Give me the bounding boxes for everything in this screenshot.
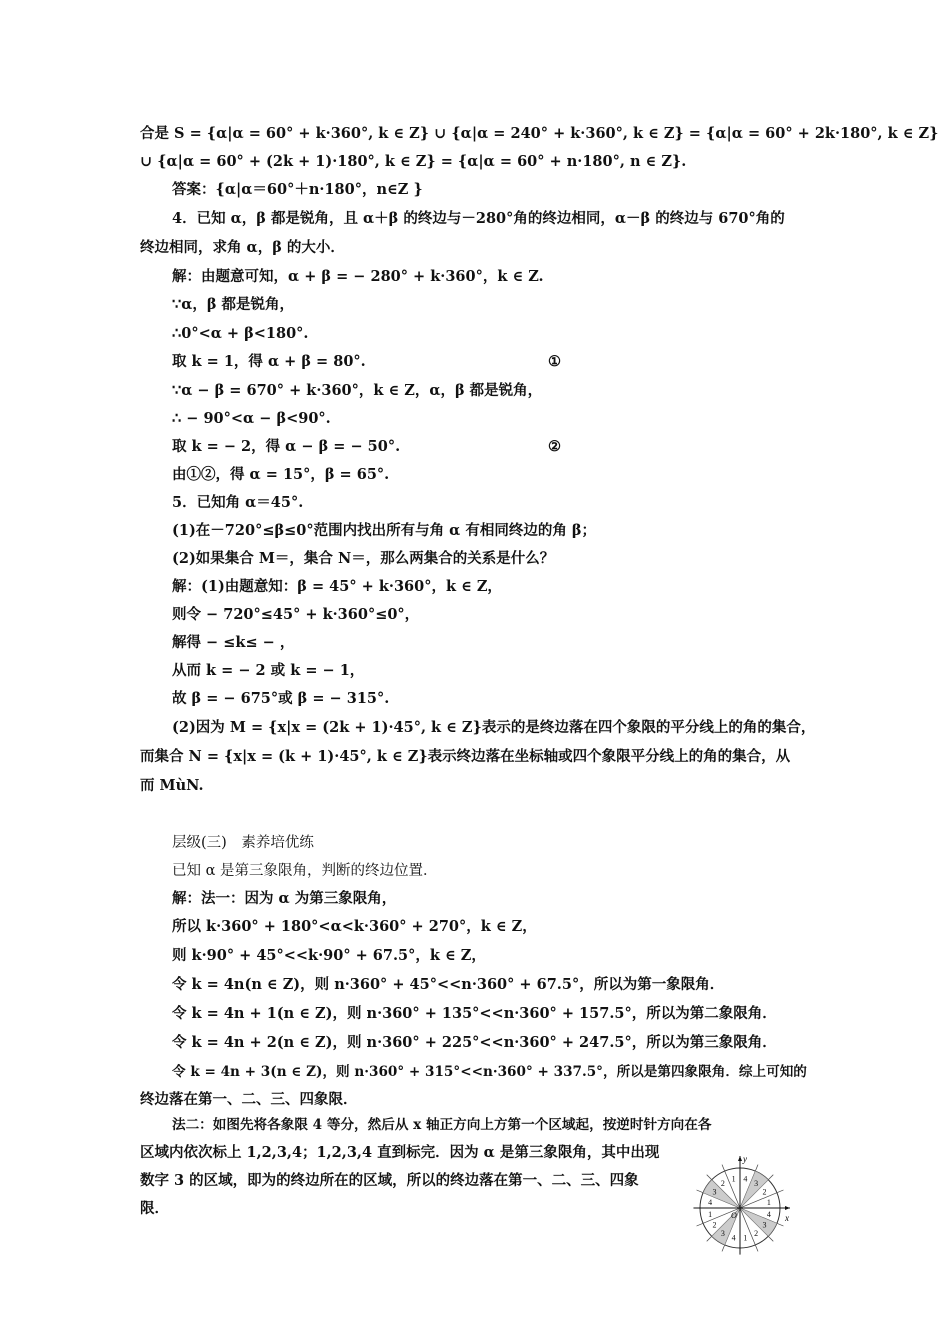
text-line: 由①②，得 α = 15°，β = 65°. bbox=[172, 466, 390, 483]
region-label: 3 bbox=[720, 1228, 725, 1238]
text-line: 而 MùN. bbox=[140, 777, 204, 794]
region-label: 1 bbox=[708, 1209, 713, 1219]
region-label: 4 bbox=[766, 1209, 771, 1219]
text-line: ∵α，β 都是锐角， bbox=[172, 296, 295, 313]
text-line: 则令 − 720°≤45° + k·360°≤0°， bbox=[172, 606, 420, 623]
region-label: 2 bbox=[720, 1179, 725, 1189]
region-label: 2 bbox=[712, 1220, 717, 1230]
text-line: ∵α − β = 670° + k·360°，k ∈ Z，α，β 都是锐角， bbox=[172, 382, 543, 399]
x-axis-arrow bbox=[785, 1206, 790, 1210]
text-line: 令 k = 4n + 3(n ∈ Z)，则 n·360° + 315°<<n·360° + 337.5°，所以是第四象限角．综上可知的 bbox=[172, 1064, 807, 1080]
problem-4-statement: 4．已知 α，β 都是锐角，且 α＋β 的终边与－280°角的终边相同，α－β 的终边与 670°角的 bbox=[172, 210, 785, 227]
quadrant-diagram bbox=[690, 1150, 800, 1255]
text-line: 则 k·90° + 45°<<k·90° + 67.5°，k ∈ Z， bbox=[172, 947, 486, 964]
problem-statement: 已知 α 是第三象限角，判断的终边位置． bbox=[172, 863, 438, 879]
text-line: ∴ − 90°<α − β<90°. bbox=[172, 410, 331, 427]
region-label: 4 bbox=[731, 1233, 736, 1243]
text-line: (2)因为 M = {x|x = (2k + 1)·45°, k ∈ Z}表示的是终边落在四个象限的平分线上的角的集合， bbox=[172, 719, 816, 736]
region-label: 3 bbox=[754, 1179, 759, 1189]
text-line: 令 k = 4n + 2(n ∈ Z)，则 n·360° + 225°<<n·360° + 247.5°，所以为第三象限角． bbox=[172, 1034, 777, 1051]
text-line: (2)如果集合 M＝，集合 N＝，那么两集合的关系是什么？ bbox=[172, 550, 555, 567]
text-line: 终边相同，求角 α，β 的大小． bbox=[140, 239, 345, 256]
text-line: 数字 3 的区域，即为的终边所在的区域，所以的终边落在第一、二、三、四象 bbox=[140, 1172, 639, 1189]
text-line: 令 k = 4n(n ∈ Z)，则 n·360° + 45°<<n·360° + 67.5°，所以为第一象限角． bbox=[172, 976, 725, 993]
text-line: 限． bbox=[140, 1200, 169, 1217]
x-axis-label: x bbox=[785, 1213, 789, 1223]
solution-line: 解：由题意可知，α + β = − 280° + k·360°，k ∈ Z. bbox=[172, 268, 544, 285]
section-heading: 层级(三) 素养培优练 bbox=[172, 835, 314, 851]
text-line: 终边落在第一、二、三、四象限． bbox=[140, 1091, 358, 1108]
region-label: 1 bbox=[743, 1233, 748, 1243]
y-axis-label: y bbox=[743, 1154, 747, 1164]
text-line: 取 k = − 2，得 α − β = − 50°. bbox=[172, 438, 401, 455]
text-line: 所以 k·360° + 180°<α<k·360° + 270°，k ∈ Z， bbox=[172, 918, 537, 935]
equation-marker: ① bbox=[548, 353, 561, 370]
region-label: 2 bbox=[762, 1187, 767, 1197]
region-label: 1 bbox=[731, 1174, 736, 1184]
region-label: 2 bbox=[754, 1228, 759, 1238]
solution-line: 解：法一：因为 α 为第三象限角， bbox=[172, 890, 397, 907]
region-label: 4 bbox=[743, 1174, 748, 1184]
text-line: 令 k = 4n + 1(n ∈ Z)，则 n·360° + 135°<<n·360° + 157.5°，所以为第二象限角． bbox=[172, 1005, 777, 1022]
y-axis-arrow bbox=[738, 1156, 742, 1161]
text-line: 取 k = 1，得 α + β = 80°. bbox=[172, 353, 366, 370]
text-line: 从而 k = − 2 或 k = − 1， bbox=[172, 662, 365, 679]
answer-line: 答案：{α|α＝60°＋n·180°，n∈Z } bbox=[172, 181, 423, 198]
region-label: 4 bbox=[708, 1198, 713, 1208]
region-label: 1 bbox=[766, 1198, 771, 1208]
region-label: 3 bbox=[762, 1220, 767, 1230]
text-line: ∪ {α|α = 60° + (2k + 1)·180°, k ∈ Z} = {α|α = 60° + n·180°, n ∈ Z}. bbox=[140, 153, 687, 170]
text-line: 合是 S = {α|α = 60° + k·360°, k ∈ Z} ∪ {α|α = 240° + k·360°, k ∈ Z} = {α|α = 60° + 2k·180°, k ∈ Z} bbox=[140, 125, 939, 142]
text-line: (1)在－720°≤β≤0°范围内找出所有与角 α 有相同终边的角 β； bbox=[172, 522, 597, 539]
equation-marker: ② bbox=[548, 438, 561, 455]
text-line: 区域内依次标上 1,2,3,4；1,2,3,4 直到标完．因为 α 是第三象限角，其中出现 bbox=[140, 1144, 660, 1161]
origin-label: O bbox=[731, 1211, 737, 1220]
problem-5-statement: 5．已知角 α＝45°. bbox=[172, 494, 304, 511]
quadrant-division-figure bbox=[690, 1150, 800, 1255]
text-line: 故 β = − 675°或 β = − 315°. bbox=[172, 690, 390, 707]
solution-line: 解：(1)由题意知：β = 45° + k·360°，k ∈ Z， bbox=[172, 578, 502, 595]
region-label: 3 bbox=[712, 1187, 717, 1197]
text-line: ∴0°<α + β<180°. bbox=[172, 325, 309, 342]
text-line: 而集合 N = {x|x = (k + 1)·45°, k ∈ Z}表示终边落在坐标轴或四个象限平分线上的角的集合，从 bbox=[140, 748, 791, 765]
text-line: 解得 − ≤k≤ − ， bbox=[172, 634, 295, 651]
method-two-line: 法二：如图先将各象限 4 等分，然后从 x 轴正方向上方第一个区域起，按逆时针方向在各 bbox=[172, 1117, 712, 1133]
